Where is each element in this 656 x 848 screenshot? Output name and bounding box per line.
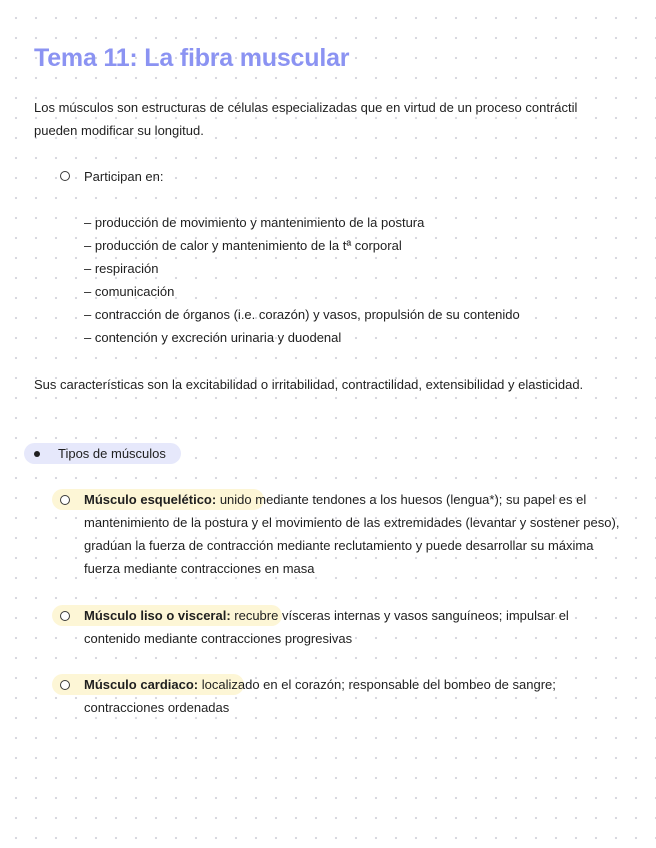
circle-bullet-icon [60,171,70,181]
muscle-type-text [84,488,624,580]
page-title: Tema 11: La fibra muscular [34,44,350,72]
circle-bullet-icon [60,680,70,690]
list-item: – respiración [84,261,159,276]
intro-paragraph: Los músculos son estructuras de células especializadas que en virtud de un proceso contráctil pueden modificar su longitud. [34,100,578,138]
muscle-type-term: Músculo liso o visceral: [84,608,231,623]
list-item: – contención y excreción urinaria y duodenal [84,330,342,345]
bullet-dot-icon [34,451,40,457]
muscle-type-desc: recubre vísceras internas y vasos sanguíneos; impulsar el contenido mediante contracciones progresivas [84,608,569,646]
caracteristicas-paragraph: Sus características son la excitabilidad o irritabilidad, contractilidad, extensibilidad y elasticidad. [34,377,584,392]
participan-label: Participan en: [84,169,164,184]
list-item: – comunicación [84,284,175,299]
circle-bullet-icon [60,611,70,621]
muscle-type-desc: unido mediante tendones a los huesos (lengua*); su papel es el mantenimiento de la postura y el movimiento de las extremidades (levantar y sostener peso), gradúan la fuerza de contracción mediante reclutamiento y puede desarrollar su máxima fuerza mediante contracciones en masa [84,492,620,576]
list-item: – producción de calor y mantenimiento de la tª corporal [84,238,402,253]
muscle-type-term: Músculo esquelético: [84,492,217,507]
list-item: – contracción de órganos (i.e. corazón) y vasos, propulsión de su contenido [84,307,520,322]
circle-bullet-icon [60,495,70,505]
muscle-type-text [84,604,624,650]
participan-list [84,211,520,349]
tipos-heading-pill [24,443,181,464]
tipos-heading-label: Tipos de músculos [58,446,166,461]
muscle-type-term: Músculo cardiaco: [84,677,199,692]
muscle-type-desc: localizado en el corazón; responsable del bombeo de sangre; contracciones ordenadas [84,677,556,715]
list-item: – producción de movimiento y mantenimiento de la postura [84,215,425,230]
muscle-type-text [84,673,624,719]
